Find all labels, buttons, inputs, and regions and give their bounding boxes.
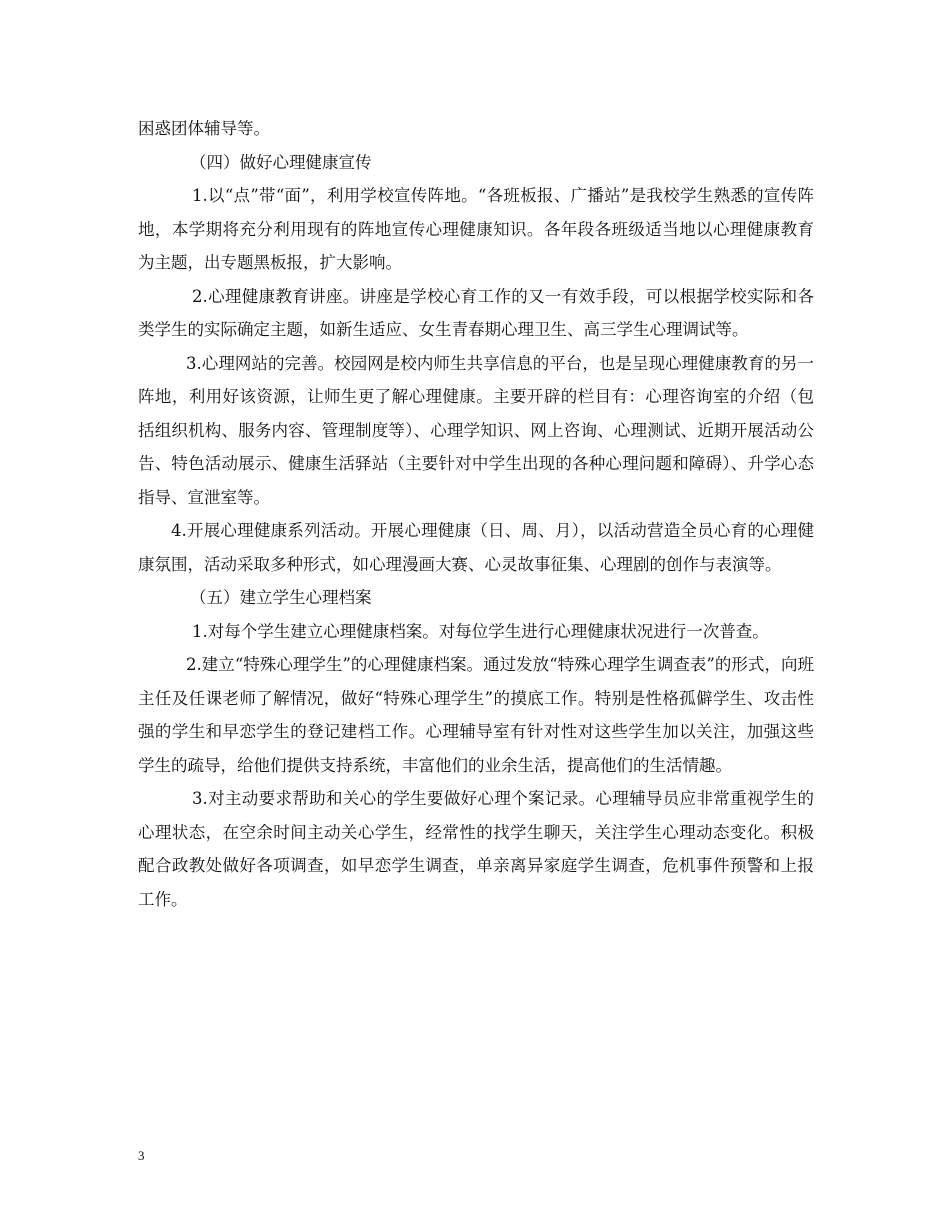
paragraph-5-1: 1.对每个学生建立心理健康档案。对每位学生进行心理健康状况进行一次普查。	[192, 621, 769, 641]
paragraph-5-3: 3.对主动要求帮助和关心的学生要做好心理个案记录。心理辅导员应非常重视学生的心理状态，在空余时间主动关心学生，经常性的找学生聊天，关注学生心理动态变化。积极配合政教处做好各项调查，如早恋学生调查，单亲离异家庭学生调查，危机事件预警和上报工作。	[138, 789, 814, 909]
paragraph-4-4: 4.开展心理健康系列活动。开展心理健康（日、周、月），以活动营造全员心育的心理健康氛围，活动采取多种形式，如心理漫画大赛、心灵故事征集、心理剧的创作与表演等。	[138, 521, 814, 574]
paragraph-4-2: 2.心理健康教育讲座。讲座是学校心育工作的又一有效手段，可以根据学校实际和各类学生的实际确定主题，如新生适应、女生青春期心理卫生、高三学生心理调试等。	[138, 286, 814, 339]
page-number: 3	[138, 1148, 145, 1163]
document-body	[138, 112, 814, 916]
section-heading-5: （五）建立学生心理档案	[190, 588, 372, 607]
section-heading-4: （四）做好心理健康宣传	[190, 152, 372, 172]
paragraph-continuation: 困惑团体辅导等。	[138, 119, 270, 138]
paragraph-4-3: 3.心理网站的完善。校园网是校内师生共享信息的平台，也是呈现心理健康教育的另一阵地，利用好该资源，让师生更了解心理健康。主要开辟的栏目有：心理咨询室的介绍（包括组织机构、服务内容、管理制度等）、心理学知识、网上咨询、心理测试、近期开展活动公告、特色活动展示、健康生活驿站（主要针对中学生出现的各种心理问题和障碍）、升学心态指导、宣泄室等。	[138, 353, 814, 507]
paragraph-5-2: 2.建立“特殊心理学生”的心理健康档案。通过发放“特殊心理学生调查表”的形式，向班主任及任课老师了解情况，做好“特殊心理学生”的摸底工作。特别是性格孤僻学生、攻击性强的学生和早恋学生的登记建档工作。心理辅导室有针对性对这些学生加以关注，加强这些学生的疏导，给他们提供支持系统，丰富他们的业余生活，提高他们的生活情趣。	[138, 655, 814, 775]
paragraph-4-1: 1.以“点”带“面”，利用学校宣传阵地。“各班板报、广播站”是我校学生熟悉的宣传阵地，本学期将充分利用现有的阵地宣传心理健康知识。各年段各班级适当地以心理健康教育为主题，出专题黑板报，扩大影响。	[138, 186, 814, 272]
